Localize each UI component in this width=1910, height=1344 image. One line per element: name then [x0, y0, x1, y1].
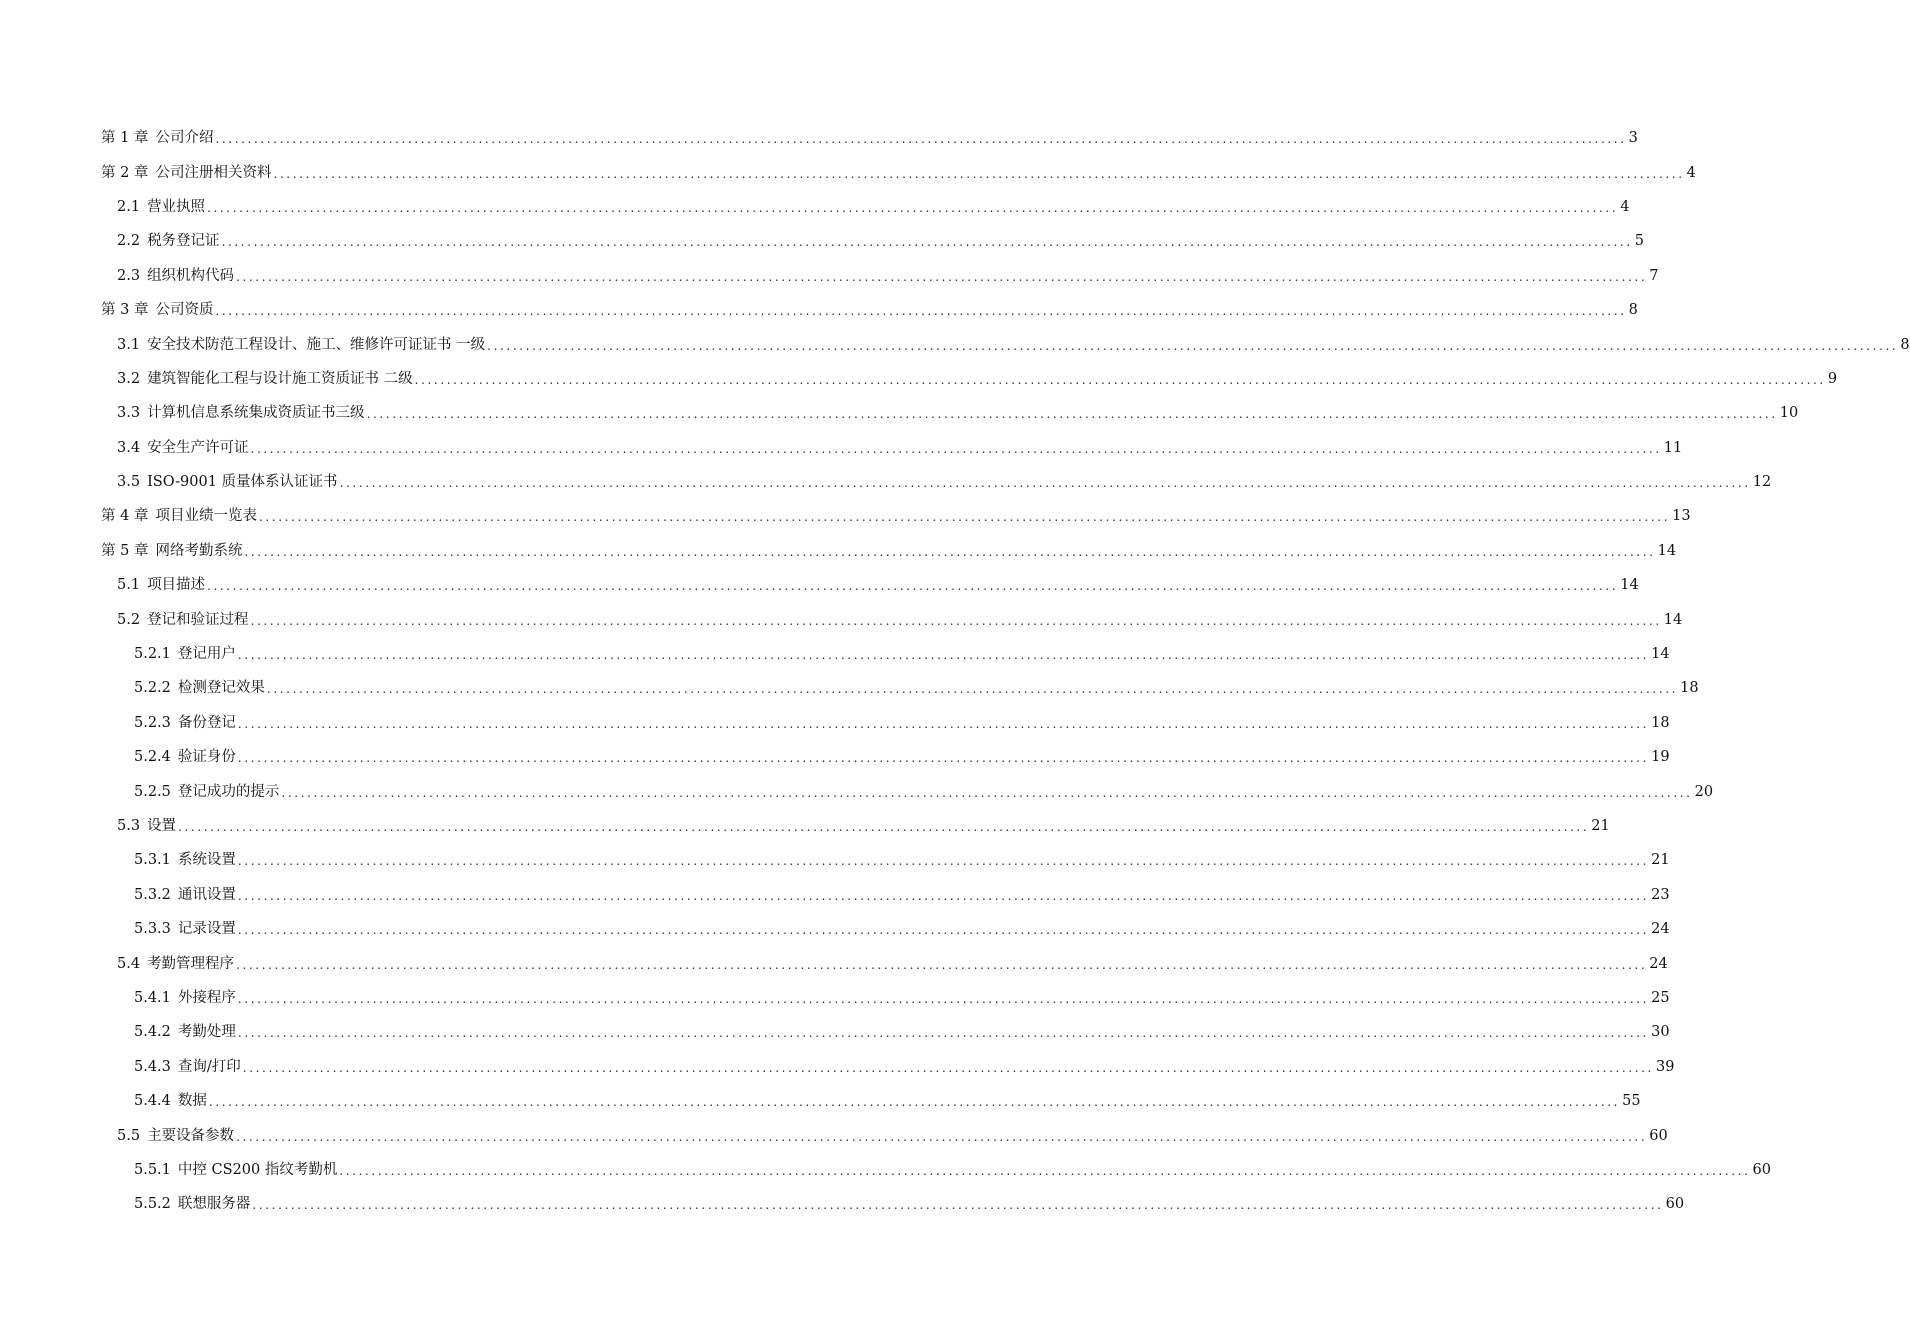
- toc-entry-page: 24: [1649, 955, 1668, 972]
- toc-entry[interactable]: [0, 1118, 1668, 1152]
- toc-entry-label: [117, 611, 249, 629]
- toc-entry-label: [117, 817, 176, 835]
- toc-entry-number: 5.2.3: [134, 714, 171, 731]
- toc-entry-page: 7: [1649, 267, 1659, 284]
- toc-entry[interactable]: [0, 1084, 1641, 1118]
- toc-entry-label: [134, 920, 236, 938]
- toc-dot-leader: ............................................................................................................................................................................................................................: [236, 1129, 1648, 1144]
- toc-dot-leader: ............................................................................................................................................................................................................................: [252, 1198, 1664, 1213]
- toc-dot-leader: ............................................................................................................................................................................................................................: [236, 269, 1648, 284]
- toc-entry[interactable]: [0, 190, 1630, 224]
- toc-entry-number: 5.3.3: [134, 921, 171, 938]
- toc-entry-number: 5.5.2: [134, 1196, 171, 1213]
- toc-entry[interactable]: [0, 224, 1644, 258]
- toc-entry-number: 5.4: [117, 955, 141, 972]
- toc-entry[interactable]: [0, 534, 1677, 568]
- toc-entry-label: [117, 336, 485, 354]
- toc-dot-leader: ............................................................................................................................................................................................................................: [236, 957, 1648, 972]
- toc-entry-title: 组织机构代码: [147, 267, 235, 284]
- toc-entry-page: 14: [1663, 611, 1683, 628]
- toc-dot-leader: ............................................................................................................................................................................................................................: [273, 166, 1685, 181]
- toc-entry-title: 检测登记效果: [177, 680, 265, 697]
- toc-entry[interactable]: [0, 637, 1670, 671]
- toc-dot-leader: ............................................................................................................................................................................................................................: [237, 888, 1650, 903]
- toc-dot-leader: ............................................................................................................................................................................................................................: [215, 132, 1627, 147]
- toc-entry-number: 5.2.5: [134, 783, 171, 800]
- toc-entry[interactable]: [0, 465, 1772, 499]
- toc-entry-label: [117, 955, 234, 973]
- toc-entry-page: 4: [1686, 164, 1696, 181]
- toc-entry-title: 安全生产许可证: [147, 439, 249, 456]
- toc-entry[interactable]: [0, 1187, 1685, 1221]
- toc-dot-leader: ............................................................................................................................................................................................................................: [208, 1095, 1621, 1110]
- toc-entry-title: 税务登记证: [147, 233, 220, 250]
- toc-dot-leader: ............................................................................................................................................................................................................................: [237, 991, 1650, 1006]
- toc-entry-page: 60: [1649, 1127, 1668, 1144]
- toc-entry-label: [134, 989, 236, 1007]
- toc-entry-title: 安全技术防范工程设计、施工、维修许可证证书 一级: [147, 336, 486, 353]
- toc-entry-number: 第 5 章: [101, 542, 149, 559]
- toc-dot-leader: ............................................................................................................................................................................................................................: [207, 579, 1619, 594]
- toc-entry-title: 建筑智能化工程与设计施工资质证书 二级: [147, 370, 413, 387]
- toc-entry-label: [117, 232, 220, 250]
- toc-entry-title: 营业执照: [147, 198, 206, 215]
- toc-entry-page: 21: [1591, 818, 1610, 834]
- toc-entry-label: [117, 576, 205, 594]
- toc-entry-number: 3.1: [117, 336, 141, 353]
- toc-entry-label: [117, 370, 413, 388]
- toc-entry-label: [134, 748, 236, 766]
- toc-entry[interactable]: [0, 809, 1610, 843]
- toc-dot-leader: ............................................................................................................................................................................................................................: [237, 648, 1650, 663]
- toc-entry[interactable]: [0, 1015, 1670, 1049]
- toc-entry-title: 主要设备参数: [147, 1127, 235, 1144]
- toc-entry-page: 12: [1752, 474, 1772, 491]
- toc-entry-number: 5.2.4: [134, 749, 171, 766]
- toc-entry-page: 18: [1651, 714, 1670, 731]
- toc-entry-label: [117, 473, 338, 491]
- toc-entry-page: 9: [1827, 370, 1838, 387]
- toc-entry-number: 5.4.4: [134, 1093, 171, 1110]
- toc-entry[interactable]: [0, 431, 1683, 465]
- toc-entry-number: 5.4.1: [134, 989, 171, 1006]
- toc-entry-number: 2.3: [117, 267, 141, 284]
- toc-entry-page: 60: [1752, 1161, 1771, 1178]
- toc-entry-title: 项目描述: [147, 577, 206, 594]
- toc-dot-leader: ............................................................................................................................................................................................................................: [244, 544, 1656, 559]
- toc-dot-leader: ............................................................................................................................................................................................................................: [237, 751, 1650, 766]
- toc-entry[interactable]: [0, 568, 1639, 602]
- toc-entry-label: [134, 1195, 250, 1213]
- toc-entry-page: 14: [1620, 577, 1639, 594]
- toc-dot-leader: ............................................................................................................................................................................................................................: [237, 923, 1650, 938]
- toc-dot-leader: ............................................................................................................................................................................................................................: [215, 304, 1627, 319]
- toc-entry[interactable]: [0, 1153, 1771, 1187]
- toc-entry-page: 30: [1651, 1024, 1670, 1041]
- toc-entry-label: [117, 198, 205, 216]
- toc-entry[interactable]: [0, 740, 1670, 774]
- toc-dot-leader: ............................................................................................................................................................................................................................: [221, 235, 1633, 250]
- toc-entry-number: 5.3.1: [134, 852, 171, 869]
- toc-entry-number: 3.2: [117, 370, 141, 387]
- toc-entry-number: 3.4: [117, 439, 141, 456]
- toc-dot-leader: ............................................................................................................................................................................................................................: [266, 682, 1679, 697]
- toc-dot-leader: ............................................................................................................................................................................................................................: [487, 338, 1899, 353]
- toc-entry-page: 4: [1620, 198, 1630, 215]
- toc-entry-number: 5.4.3: [134, 1058, 171, 1075]
- toc-entry-label: [117, 404, 365, 422]
- toc-entry[interactable]: [0, 327, 1910, 361]
- toc-entry-label: [134, 679, 265, 697]
- toc-entry-number: 5.3: [117, 818, 141, 834]
- toc-entry-title: 网络考勤系统: [155, 542, 243, 559]
- toc-entry-number: 5.2: [117, 611, 141, 628]
- toc-entry-number: 3.5: [117, 474, 141, 491]
- toc-entry-label: [117, 267, 234, 285]
- toc-entry-title: 验证身份: [177, 749, 236, 766]
- toc-entry-title: ISO-9001 质量体系认证证书: [147, 474, 338, 491]
- toc-entry-number: 5.5.1: [134, 1161, 171, 1178]
- toc-entry-number: 5.2.2: [134, 680, 171, 697]
- toc-entry-title: 中控 CS200 指纹考勤机: [177, 1161, 338, 1178]
- toc-dot-leader: ............................................................................................................................................................................................................................: [414, 372, 1826, 387]
- toc-entry-page: 39: [1655, 1058, 1675, 1075]
- toc-dot-leader: ............................................................................................................................................................................................................................: [250, 613, 1662, 628]
- toc-entry[interactable]: [0, 878, 1670, 912]
- toc-entry-title: 公司介绍: [155, 130, 214, 147]
- toc-entry-title: 公司资质: [155, 302, 214, 319]
- toc-entry-label: [101, 164, 271, 182]
- toc-entry-page: 21: [1651, 852, 1670, 869]
- toc-entry-title: 数据: [177, 1093, 207, 1110]
- toc-entry-page: 3: [1628, 130, 1638, 147]
- toc-entry-number: 第 2 章: [101, 164, 149, 181]
- toc-entry-number: 第 3 章: [101, 302, 149, 319]
- toc-entry-number: 2.2: [117, 233, 141, 250]
- toc-entry-title: 公司注册相关资料: [155, 164, 272, 181]
- toc-entry-label: [101, 129, 213, 147]
- toc-entry[interactable]: [0, 843, 1670, 877]
- toc-entry[interactable]: [0, 499, 1691, 533]
- toc-entry-number: 5.4.2: [134, 1024, 171, 1041]
- toc-entry[interactable]: [0, 671, 1699, 705]
- toc-entry-page: 20: [1694, 783, 1714, 800]
- toc-entry-label: [101, 507, 257, 525]
- toc-entry-number: 2.1: [117, 198, 141, 215]
- toc-entry[interactable]: [0, 602, 1683, 636]
- toc-entry-title: 设置: [147, 818, 177, 834]
- toc-entry-title: 考勤管理程序: [147, 955, 235, 972]
- toc-entry[interactable]: [0, 362, 1838, 396]
- toc-entry-label: [134, 645, 236, 663]
- toc-dot-leader: ............................................................................................................................................................................................................................: [242, 1060, 1654, 1075]
- toc-entry[interactable]: [0, 259, 1659, 293]
- toc-entry-number: 5.3.2: [134, 886, 171, 903]
- toc-dot-leader: ............................................................................................................................................................................................................................: [250, 441, 1662, 456]
- toc-entry-title: 备份登记: [177, 714, 236, 731]
- toc-entry[interactable]: [0, 293, 1638, 327]
- toc-entry-title: 通讯设置: [177, 886, 236, 903]
- toc-entry-title: 联想服务器: [177, 1196, 251, 1213]
- toc-entry-label: [134, 1023, 236, 1041]
- toc-entry-number: 5.2.1: [134, 646, 171, 663]
- toc-entry-label: [134, 783, 279, 801]
- toc-entry-label: [134, 714, 236, 732]
- toc-entry-page: 10: [1779, 405, 1799, 422]
- toc-entry-number: 3.3: [117, 405, 141, 422]
- toc-entry-page: 14: [1657, 542, 1677, 559]
- toc-entry[interactable]: [0, 912, 1670, 946]
- toc-entry-page: 24: [1651, 921, 1670, 938]
- toc-entry-label: [117, 1127, 234, 1145]
- toc-entry-number: 第 4 章: [101, 508, 149, 525]
- toc-entry-title: 查询/打印: [177, 1058, 241, 1075]
- toc-entry[interactable]: [0, 155, 1696, 189]
- toc-dot-leader: ............................................................................................................................................................................................................................: [237, 716, 1650, 731]
- toc-entry-title: 系统设置: [177, 852, 236, 869]
- toc-entry-title: 外接程序: [177, 989, 236, 1006]
- toc-entry-title: 考勤处理: [177, 1024, 236, 1041]
- toc-entry-label: [134, 886, 236, 904]
- toc-dot-leader: ............................................................................................................................................................................................................................: [258, 510, 1671, 525]
- toc-entry-title: 登记和验证过程: [147, 611, 249, 628]
- toc-entry-page: 13: [1672, 508, 1691, 525]
- toc-entry[interactable]: [0, 121, 1638, 155]
- toc-entry-title: 项目业绩一览表: [155, 508, 257, 525]
- toc-entry[interactable]: [0, 1050, 1675, 1084]
- toc-entry-number: 5.1: [117, 577, 141, 594]
- toc-entry-label: [134, 1058, 241, 1076]
- toc-entry-page: 18: [1680, 680, 1699, 697]
- toc-entry-label: [134, 851, 236, 869]
- toc-entry-number: 5.5: [117, 1127, 141, 1144]
- toc-entry-page: 5: [1634, 233, 1644, 250]
- toc-entry-label: [134, 1161, 337, 1179]
- toc-entry-title: 登记成功的提示: [177, 783, 280, 800]
- toc-dot-leader: ............................................................................................................................................................................................................................: [281, 785, 1693, 800]
- toc-dot-leader: ............................................................................................................................................................................................................................: [339, 1163, 1751, 1178]
- toc-entry-title: 计算机信息系统集成资质证书三级: [147, 405, 365, 422]
- toc-entry-label: [101, 542, 242, 560]
- toc-entry-page: 11: [1663, 439, 1683, 456]
- toc-entry[interactable]: [0, 981, 1670, 1015]
- toc-dot-leader: ............................................................................................................................................................................................................................: [178, 820, 1590, 834]
- toc-entry-title: 记录设置: [177, 921, 236, 938]
- toc-dot-leader: ............................................................................................................................................................................................................................: [366, 407, 1778, 422]
- toc-entry-page: 23: [1651, 886, 1670, 903]
- toc-entry[interactable]: [0, 774, 1714, 808]
- toc-entry[interactable]: [0, 946, 1668, 980]
- toc-entry[interactable]: [0, 706, 1670, 740]
- toc-entry-label: [134, 1092, 207, 1110]
- toc-entry-page: 19: [1651, 749, 1670, 766]
- table-of-contents: [0, 121, 1910, 1222]
- toc-entry-page: 8: [1628, 302, 1638, 319]
- toc-entry-page: 60: [1665, 1196, 1685, 1213]
- toc-dot-leader: ............................................................................................................................................................................................................................: [207, 200, 1619, 215]
- toc-entry-page: 8: [1900, 336, 1910, 353]
- toc-dot-leader: ............................................................................................................................................................................................................................: [237, 854, 1650, 869]
- toc-entry-title: 登记用户: [177, 646, 236, 663]
- toc-dot-leader: ............................................................................................................................................................................................................................: [339, 476, 1751, 491]
- toc-entry-page: 55: [1622, 1093, 1641, 1110]
- toc-entry-page: 14: [1651, 646, 1670, 663]
- toc-entry-number: 第 1 章: [101, 130, 149, 147]
- toc-dot-leader: ............................................................................................................................................................................................................................: [237, 1026, 1650, 1041]
- toc-entry-label: [117, 439, 249, 457]
- toc-entry-page: 25: [1651, 989, 1670, 1006]
- toc-entry-label: [101, 301, 213, 319]
- toc-entry[interactable]: [0, 396, 1799, 430]
